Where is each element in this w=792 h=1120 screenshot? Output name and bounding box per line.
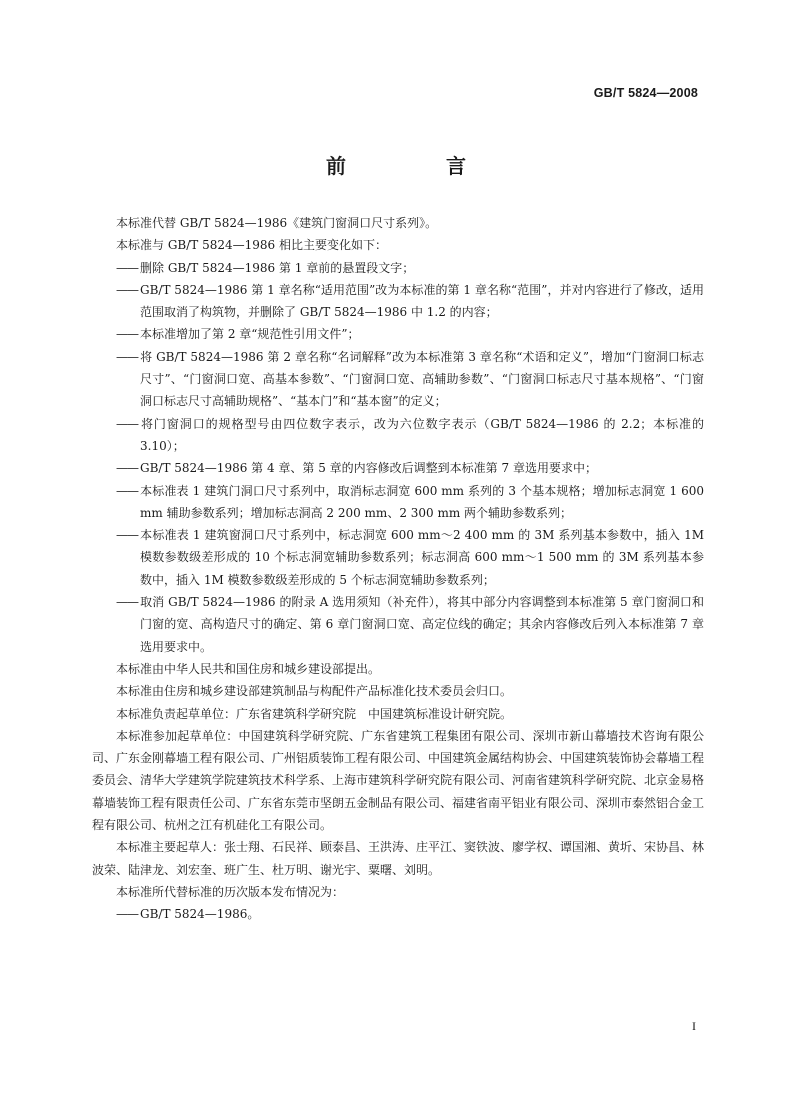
list-item bbox=[116, 413, 704, 458]
list-item bbox=[116, 323, 704, 345]
list-item bbox=[116, 279, 704, 324]
paragraph-text: 本标准代替 GB/T 5824—1986《建筑门窗洞口尺寸系列》。 bbox=[116, 216, 438, 230]
list-item bbox=[116, 257, 704, 279]
list-item bbox=[116, 457, 704, 479]
dash-marker: —— bbox=[116, 595, 138, 610]
dash-marker: —— bbox=[116, 907, 138, 922]
paragraph-text: GB/T 5824—1986 第 4 章、第 5 章的内容修改后调整到本标准第 7 章选用要求中； bbox=[140, 461, 597, 476]
page-title: 前 言 bbox=[326, 154, 506, 178]
list-item bbox=[116, 524, 704, 591]
paragraph bbox=[92, 881, 704, 903]
paragraph-text: GB/T 5824—1986。 bbox=[140, 907, 260, 922]
paragraph bbox=[92, 836, 704, 881]
dash-marker: —— bbox=[116, 260, 138, 275]
paragraph-text: 本标准表 1 建筑门洞口尺寸系列中，取消标志洞宽 600 mm 系列的 3 个基本规格；增加标志洞宽 1 600 mm 辅助参数系列；增加标志洞高 2 200 mm、2 300 mm 两个辅助参数系列； bbox=[140, 483, 704, 520]
list-item bbox=[116, 346, 704, 413]
paragraph-text: 删除 GB/T 5824—1986 第 1 章前的悬置段文字； bbox=[140, 260, 415, 275]
standard-number: GB/T 5824—2008 bbox=[593, 86, 698, 100]
paragraph-text: 本标准增加了第 2 章“规范性引用文件”； bbox=[140, 327, 360, 342]
paragraph bbox=[92, 234, 704, 256]
paragraph bbox=[92, 725, 704, 836]
dash-marker: —— bbox=[116, 327, 138, 342]
page-number: I bbox=[692, 1019, 696, 1033]
dash-marker: —— bbox=[116, 528, 138, 543]
paragraph-text: 取消 GB/T 5824—1986 的附录 A 选用须知（补充件），将其中部分内容调整到本标准第 5 章门窗洞口和门窗的宽、高构造尺寸的确定、第 6 章门窗洞口宽、高定位线的确定；其余内容修改后列入本标准第 7 章选用要求中。 bbox=[140, 595, 704, 654]
paragraph-text: 本标准所代替标准的历次版本发布情况为： bbox=[116, 884, 345, 899]
paragraph-text: 将 GB/T 5824—1986 第 2 章名称“名词解释”改为本标准第 3 章名称“术语和定义”，增加“门窗洞口标志尺寸”、“门窗洞口宽、高基本参数”、“门窗洞口宽、高辅助参数”、“门窗洞口标志尺寸基本规格”、“门窗洞口标志尺寸高辅助规格”、“基本门”和“基本窗”的定义； bbox=[140, 349, 704, 409]
paragraph bbox=[92, 703, 704, 725]
list-item bbox=[116, 903, 704, 925]
paragraph-text: 本标准表 1 建筑窗洞口尺寸系列中，标志洞宽 600 mm～2 400 mm 的 3M 系列基本参数中，插入 1M 模数参数级差形成的 10 个标志洞宽辅助参数系列；标志洞高 600 mm～1 500 mm 的 3M 系列基本参数中，插入 1M 模数参数级差形成的 5 个标志洞宽辅助参数系列； bbox=[140, 528, 704, 587]
paragraph-text: 本标准负责起草单位：广东省建筑科学研究院 中国建筑标准设计研究院。 bbox=[116, 706, 513, 721]
paragraph bbox=[92, 680, 704, 702]
paragraph bbox=[92, 658, 704, 680]
dash-marker: —— bbox=[116, 483, 138, 498]
paragraph bbox=[92, 212, 704, 234]
paragraph-text: 本标准由中华人民共和国住房和城乡建设部提出。 bbox=[116, 661, 381, 676]
document-body bbox=[92, 212, 704, 926]
list-item bbox=[116, 591, 704, 658]
dash-marker: —— bbox=[116, 461, 138, 476]
paragraph-text: 将门窗洞口的规格型号由四位数字表示，改为六位数字表示（GB/T 5824—1986 的 2.2；本标准的 3.10）； bbox=[140, 416, 704, 453]
paragraph-text: 本标准主要起草人：张士翔、石民祥、顾泰昌、王洪涛、庄平江、窦铁波、廖学权、谭国湘、黄圻、宋协昌、林波荣、陆津龙、刘宏奎、班广生、杜万明、谢光宇、粟曙、刘明。 bbox=[92, 840, 705, 877]
dash-marker: —— bbox=[116, 349, 138, 364]
dash-marker: —— bbox=[116, 416, 138, 431]
dash-marker: —— bbox=[116, 282, 138, 297]
paragraph-text: GB/T 5824—1986 第 1 章名称“适用范围”改为本标准的第 1 章名称“范围”，并对内容进行了修改，适用范围取消了构筑物，并删除了 GB/T 5824—1986 中 1.2 的内容； bbox=[140, 282, 704, 320]
paragraph-text: 本标准由住房和城乡建设部建筑制品与构配件产品标准化技术委员会归口。 bbox=[116, 684, 513, 699]
paragraph-text: 本标准参加起草单位：中国建筑科学研究院、广东省建筑工程集团有限公司、深圳市新山幕墙技术咨询有限公司、广东金刚幕墙工程有限公司、广州铝质装饰工程有限公司、中国建筑金属结构协会、中国建筑装饰协会幕墙工程委员会、清华大学建筑学院建筑技术科学系、上海市建筑科学研究院有限公司、河南省建筑科学研究院、北京金易格幕墙装饰工程有限责任公司、广东省东莞市坚朗五金制品有限公司、福建省南平铝业有限公司、深圳市泰然铝合金工程有限公司、杭州之江有机硅化工有限公司。 bbox=[92, 728, 705, 833]
list-item bbox=[116, 480, 704, 525]
paragraph-text: 本标准与 GB/T 5824—1986 相比主要变化如下： bbox=[116, 238, 387, 253]
